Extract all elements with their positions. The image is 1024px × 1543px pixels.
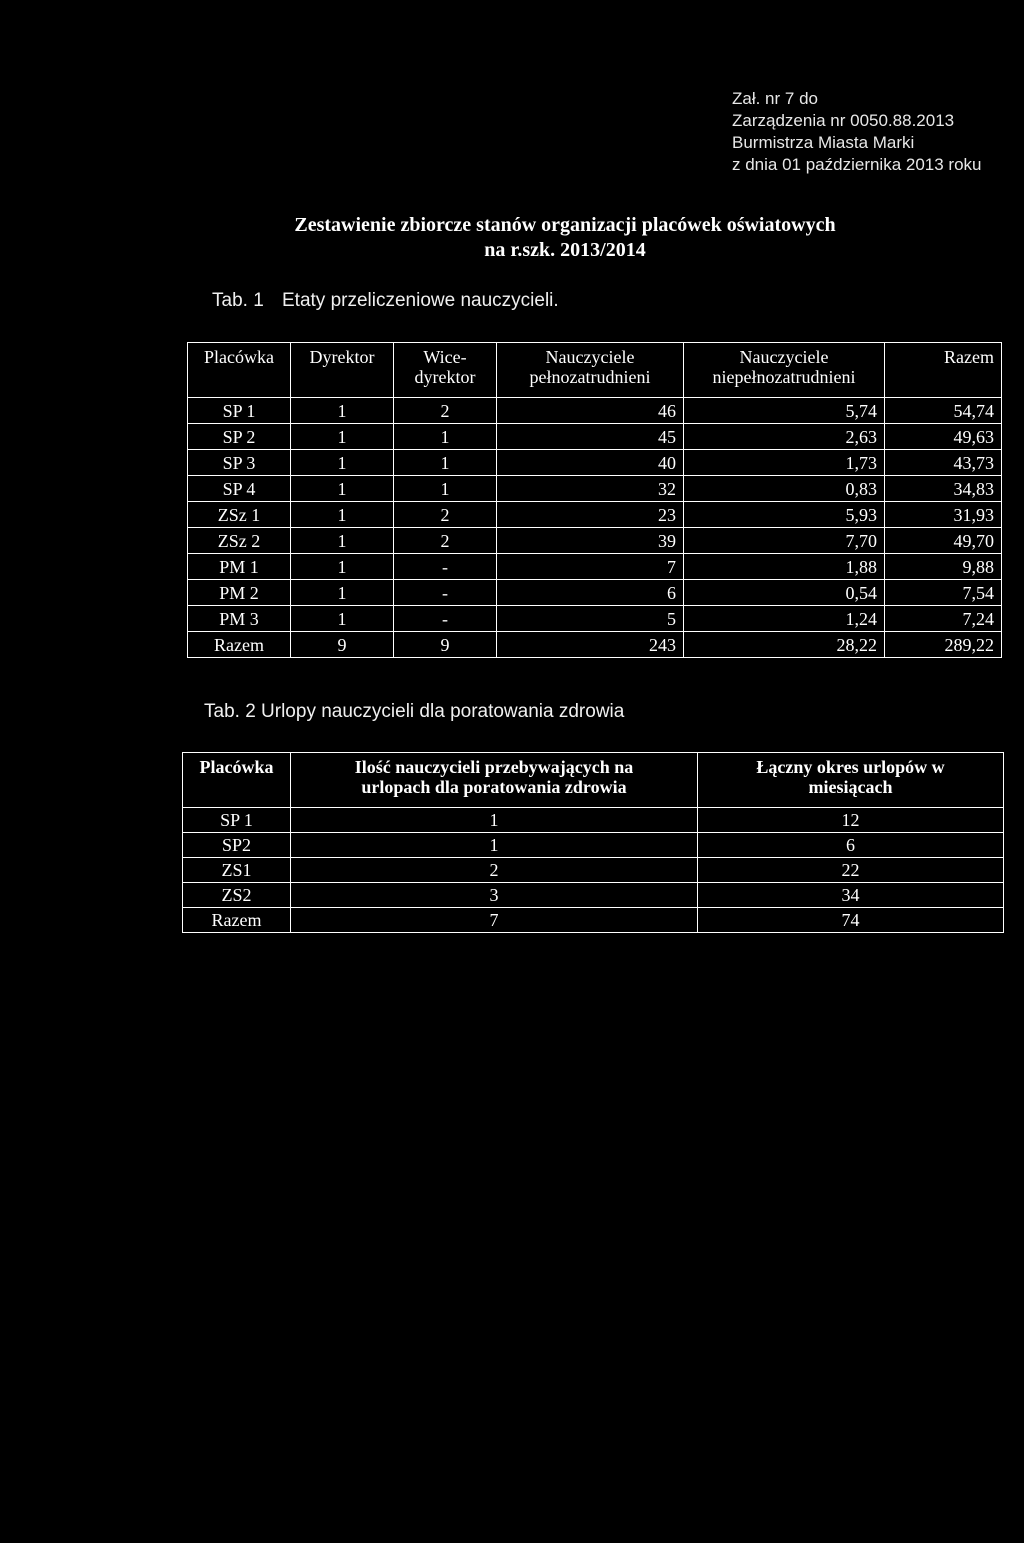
table-cell: 34,83	[885, 476, 1002, 502]
table-cell: 74	[698, 908, 1004, 933]
table-cell: 1	[394, 450, 497, 476]
attachment-note-line: z dnia 01 października 2013 roku	[732, 155, 982, 174]
table-row	[188, 554, 1002, 580]
table-cell: PM 2	[188, 580, 291, 606]
header-line: Łączny okres urlopów w	[756, 757, 945, 777]
table-cell: 49,70	[885, 528, 1002, 554]
col-header-ilosc-nauczycieli	[291, 753, 698, 808]
table-cell: 9	[291, 632, 394, 658]
col-header-laczny-okres	[698, 753, 1004, 808]
table-cell: 289,22	[885, 632, 1002, 658]
table-row	[183, 808, 1004, 833]
header-line: Ilość nauczycieli przebywających na	[354, 757, 634, 777]
table-cell: 1	[291, 833, 698, 858]
table-cell: PM 3	[188, 606, 291, 632]
table-cell: ZS2	[183, 883, 291, 908]
table-cell: SP 1	[183, 808, 291, 833]
table-cell: 7	[291, 908, 698, 933]
table-cell: SP 2	[188, 424, 291, 450]
table-row	[188, 632, 1002, 658]
table-cell: 9	[394, 632, 497, 658]
table-cell: Razem	[188, 632, 291, 658]
table-row	[188, 606, 1002, 632]
col-header-wicedyrektor	[394, 343, 497, 398]
table-cell: 32	[497, 476, 684, 502]
table-row	[183, 908, 1004, 933]
table-cell: 40	[497, 450, 684, 476]
table-cell: 5,93	[684, 502, 885, 528]
table-cell: 7,54	[885, 580, 1002, 606]
table-cell: 7,70	[684, 528, 885, 554]
table-cell: 28,22	[684, 632, 885, 658]
header-line: pełnozatrudnieni	[529, 367, 651, 387]
table-cell: 46	[497, 398, 684, 424]
table-cell: 2	[394, 398, 497, 424]
table1-caption-text: Etaty przeliczeniowe nauczycieli.	[282, 290, 559, 311]
table-cell: 6	[698, 833, 1004, 858]
table-cell: 3	[291, 883, 698, 908]
header-line: Nauczyciele	[545, 347, 635, 367]
table-cell: 1	[291, 528, 394, 554]
table-cell: 12	[698, 808, 1004, 833]
col-header-razem: Razem	[885, 343, 1002, 398]
table-cell: 0,83	[684, 476, 885, 502]
table-cell: ZSz 2	[188, 528, 291, 554]
table-cell: 2,63	[684, 424, 885, 450]
table-cell: 1	[394, 476, 497, 502]
table-cell: 7,24	[885, 606, 1002, 632]
table-cell: 1	[291, 554, 394, 580]
table-row	[183, 833, 1004, 858]
table-cell: 2	[291, 858, 698, 883]
table2-caption: Tab. 2 Urlopy nauczycieli dla poratowania zdrowia	[204, 701, 625, 722]
table-cell: 5,74	[684, 398, 885, 424]
table-cell: -	[394, 606, 497, 632]
table-header-row	[183, 753, 1004, 808]
col-header-placowka: Placówka	[183, 753, 291, 808]
table-cell: 6	[497, 580, 684, 606]
table-cell: 0,54	[684, 580, 885, 606]
table-cell: -	[394, 554, 497, 580]
table-cell: SP2	[183, 833, 291, 858]
table-row	[188, 502, 1002, 528]
table-cell: 39	[497, 528, 684, 554]
table-cell: -	[394, 580, 497, 606]
staffing-table	[187, 342, 1002, 658]
header-line: dyrektor	[414, 367, 476, 387]
table-cell: 1	[291, 808, 698, 833]
table-cell: PM 1	[188, 554, 291, 580]
header-line: Nauczyciele	[739, 347, 829, 367]
table-row	[188, 450, 1002, 476]
table1-caption-number: Tab. 1	[212, 290, 264, 311]
health-leave-table	[182, 752, 1004, 933]
table-row	[183, 858, 1004, 883]
table-cell: Razem	[183, 908, 291, 933]
table-cell: SP 1	[188, 398, 291, 424]
table-cell: SP 3	[188, 450, 291, 476]
table-header-row	[188, 343, 1002, 398]
table-cell: 1	[291, 476, 394, 502]
document-title-line: Zestawienie zbiorcze stanów organizacji placówek oświatowych	[294, 214, 836, 236]
attachment-note-line: Zał. nr 7 do	[732, 89, 818, 108]
table-cell: 1	[291, 580, 394, 606]
col-header-dyrektor: Dyrektor	[291, 343, 394, 398]
attachment-note	[732, 88, 982, 176]
table-cell: 1	[291, 398, 394, 424]
col-header-niepelnozatrudnieni	[684, 343, 885, 398]
document-title	[180, 213, 950, 263]
table-cell: 1	[291, 424, 394, 450]
table-cell: 7	[497, 554, 684, 580]
col-header-pelnozatrudnieni	[497, 343, 684, 398]
table-cell: 1,73	[684, 450, 885, 476]
document-title-line: na r.szk. 2013/2014	[484, 239, 646, 261]
table-cell: SP 4	[188, 476, 291, 502]
table-cell: 243	[497, 632, 684, 658]
table-cell: 1,24	[684, 606, 885, 632]
table-cell: 5	[497, 606, 684, 632]
col-header-placowka: Placówka	[188, 343, 291, 398]
table-cell: 9,88	[885, 554, 1002, 580]
table-cell: 31,93	[885, 502, 1002, 528]
table-cell: ZSz 1	[188, 502, 291, 528]
header-line: niepełnozatrudnieni	[712, 367, 856, 387]
table-cell: 22	[698, 858, 1004, 883]
table-row	[183, 883, 1004, 908]
table-row	[188, 528, 1002, 554]
attachment-note-line: Zarządzenia nr 0050.88.2013	[732, 111, 955, 130]
table-row	[188, 476, 1002, 502]
table-cell: 1	[291, 502, 394, 528]
table-cell: 1	[291, 450, 394, 476]
table-cell: 45	[497, 424, 684, 450]
table-cell: 34	[698, 883, 1004, 908]
table-row	[188, 424, 1002, 450]
attachment-note-line: Burmistrza Miasta Marki	[732, 133, 915, 152]
table-cell: 54,74	[885, 398, 1002, 424]
table-cell: 1	[394, 424, 497, 450]
table-cell: 1	[291, 606, 394, 632]
table-cell: 43,73	[885, 450, 1002, 476]
table-row	[188, 580, 1002, 606]
table-cell: 23	[497, 502, 684, 528]
table-cell: 1,88	[684, 554, 885, 580]
table-cell: 2	[394, 502, 497, 528]
table-cell: 49,63	[885, 424, 1002, 450]
table1-caption	[212, 290, 559, 312]
header-line: Wice-	[423, 347, 467, 367]
table-cell: ZS1	[183, 858, 291, 883]
header-line: miesiącach	[808, 777, 893, 797]
table-cell: 2	[394, 528, 497, 554]
header-line: urlopach dla poratowania zdrowia	[361, 777, 627, 797]
table-row	[188, 398, 1002, 424]
